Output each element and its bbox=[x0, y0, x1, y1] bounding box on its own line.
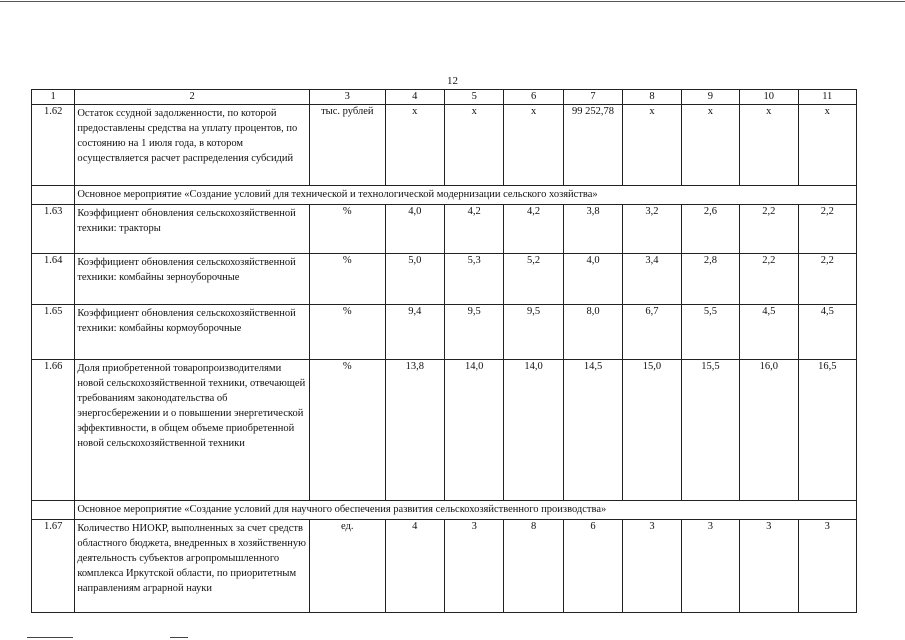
column-header: 8 bbox=[623, 90, 681, 105]
value-cell: 3,2 bbox=[623, 205, 681, 254]
table-body bbox=[32, 105, 857, 613]
value-cell: 9,5 bbox=[504, 305, 563, 360]
unit-cell: % bbox=[310, 360, 386, 501]
value-cell: х bbox=[504, 105, 563, 186]
value-cell: 3 bbox=[623, 520, 681, 613]
value-cell: 14,5 bbox=[563, 360, 622, 501]
row-number: 1.65 bbox=[32, 305, 75, 360]
value-cell: 8 bbox=[504, 520, 563, 613]
value-cell: 2,2 bbox=[798, 254, 856, 305]
column-header: 3 bbox=[310, 90, 386, 105]
table-row bbox=[32, 360, 857, 501]
value-cell: 4,5 bbox=[798, 305, 856, 360]
indicator-name: Коэффициент обновления сельскохозяйственной техники: комбайны зерноуборочные bbox=[75, 254, 310, 305]
column-header: 2 bbox=[75, 90, 310, 105]
top-border-line bbox=[0, 1, 905, 2]
row-number: 1.63 bbox=[32, 205, 75, 254]
column-header: 7 bbox=[563, 90, 622, 105]
value-cell: 2,6 bbox=[681, 205, 739, 254]
column-header: 5 bbox=[444, 90, 503, 105]
indicator-name: Коэффициент обновления сельскохозяйственной техники: тракторы bbox=[75, 205, 310, 254]
value-cell: 9,4 bbox=[385, 305, 444, 360]
footer-line bbox=[27, 637, 73, 638]
section-empty-cell bbox=[32, 501, 75, 520]
unit-cell: % bbox=[310, 254, 386, 305]
value-cell: х bbox=[444, 105, 503, 186]
column-header: 6 bbox=[504, 90, 563, 105]
section-title: Основное мероприятие «Создание условий для технической и технологической модернизации сельского хозяйства» bbox=[75, 186, 857, 205]
footer-line bbox=[170, 637, 188, 638]
value-cell: 4,0 bbox=[385, 205, 444, 254]
unit-cell: ед. bbox=[310, 520, 386, 613]
value-cell: 16,0 bbox=[740, 360, 798, 501]
section-empty-cell bbox=[32, 186, 75, 205]
value-cell: 4,5 bbox=[740, 305, 798, 360]
value-cell: 4,0 bbox=[563, 254, 622, 305]
table-row bbox=[32, 305, 857, 360]
value-cell: 3 bbox=[444, 520, 503, 613]
value-cell: 99 252,78 bbox=[563, 105, 622, 186]
column-header: 1 bbox=[32, 90, 75, 105]
value-cell: х bbox=[681, 105, 739, 186]
column-header: 9 bbox=[681, 90, 739, 105]
value-cell: 2,8 bbox=[681, 254, 739, 305]
section-title: Основное мероприятие «Создание условий для научного обеспечения развития сельскохозяйственного производства» bbox=[75, 501, 857, 520]
value-cell: х bbox=[623, 105, 681, 186]
value-cell: 8,0 bbox=[563, 305, 622, 360]
unit-cell: % bbox=[310, 305, 386, 360]
value-cell: 9,5 bbox=[444, 305, 503, 360]
value-cell: 5,5 bbox=[681, 305, 739, 360]
row-number: 1.66 bbox=[32, 360, 75, 501]
value-cell: 14,0 bbox=[504, 360, 563, 501]
value-cell: 2,2 bbox=[740, 205, 798, 254]
value-cell: 3 bbox=[740, 520, 798, 613]
row-number: 1.67 bbox=[32, 520, 75, 613]
row-number: 1.62 bbox=[32, 105, 75, 186]
value-cell: 4 bbox=[385, 520, 444, 613]
table-row bbox=[32, 254, 857, 305]
column-header: 11 bbox=[798, 90, 856, 105]
column-number-row bbox=[32, 90, 857, 105]
value-cell: 2,2 bbox=[798, 205, 856, 254]
value-cell: 15,0 bbox=[623, 360, 681, 501]
value-cell: 5,2 bbox=[504, 254, 563, 305]
table-row bbox=[32, 520, 857, 613]
value-cell: х bbox=[385, 105, 444, 186]
value-cell: 3,8 bbox=[563, 205, 622, 254]
value-cell: 4,2 bbox=[444, 205, 503, 254]
value-cell: 4,2 bbox=[504, 205, 563, 254]
page-number: 12 bbox=[447, 75, 458, 87]
table-row bbox=[32, 105, 857, 186]
value-cell: х bbox=[740, 105, 798, 186]
table-row bbox=[32, 205, 857, 254]
value-cell: 16,5 bbox=[798, 360, 856, 501]
value-cell: 2,2 bbox=[740, 254, 798, 305]
value-cell: 13,8 bbox=[385, 360, 444, 501]
section-row bbox=[32, 501, 857, 520]
unit-cell: тыс. рублей bbox=[310, 105, 386, 186]
column-header: 10 bbox=[740, 90, 798, 105]
indicator-name: Остаток ссудной задолженности, по которой предоставлены средства на уплату процентов, по состоянию на 1 июля года, в котором осуществляется расчет распределения субсидий bbox=[75, 105, 310, 186]
section-row bbox=[32, 186, 857, 205]
indicator-name: Коэффициент обновления сельскохозяйственной техники: комбайны кормоуборочные bbox=[75, 305, 310, 360]
row-number: 1.64 bbox=[32, 254, 75, 305]
value-cell: 3 bbox=[798, 520, 856, 613]
value-cell: 15,5 bbox=[681, 360, 739, 501]
value-cell: 6,7 bbox=[623, 305, 681, 360]
indicators-table bbox=[31, 89, 857, 613]
value-cell: 3,4 bbox=[623, 254, 681, 305]
value-cell: 3 bbox=[681, 520, 739, 613]
value-cell: 14,0 bbox=[444, 360, 503, 501]
value-cell: 5,3 bbox=[444, 254, 503, 305]
value-cell: х bbox=[798, 105, 856, 186]
indicator-name: Доля приобретенной товаропроизводителями новой сельскохозяйственной техники, отвечающей требованиям законодательства об энергосбережении и о повышении энергетической эффективности, в общем объеме приобретенной новой сельскохозяйственной техники bbox=[75, 360, 310, 501]
unit-cell: % bbox=[310, 205, 386, 254]
indicator-name: Количество НИОКР, выполненных за счет средств областного бюджета, внедренных в хозяйственную деятельность субъектов агропромышленного комплекса Иркутской области, по приоритетным направлениям аграрной науки bbox=[75, 520, 310, 613]
value-cell: 6 bbox=[563, 520, 622, 613]
column-header: 4 bbox=[385, 90, 444, 105]
value-cell: 5,0 bbox=[385, 254, 444, 305]
